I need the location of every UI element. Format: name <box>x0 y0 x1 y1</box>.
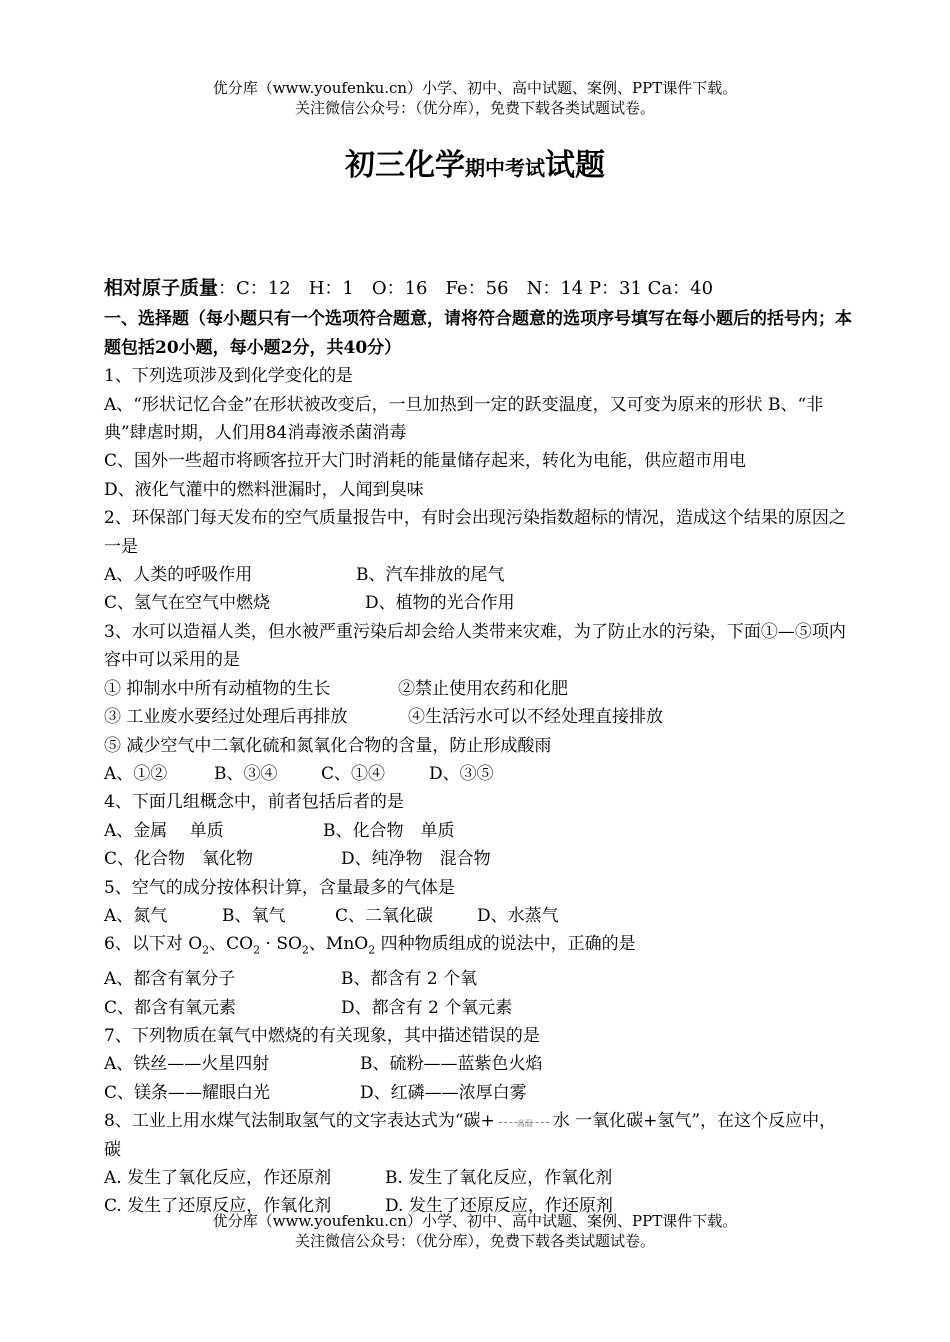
q5-option-b: B、氧气 <box>222 905 286 926</box>
q1-stem: 1、下列选项涉及到化学变化的是 <box>104 366 353 387</box>
q3-option-c: C、①④ <box>321 763 386 784</box>
q4-option-a: A、金属 单质 <box>104 820 224 841</box>
atomic-masses-values: ：C：12 H：1 O：16 Fe：56 N：14 P：31 Ca：40 <box>218 278 714 299</box>
q7-row-1 <box>104 1050 852 1078</box>
title-part-2: 期中考试 <box>465 156 545 180</box>
page-title <box>0 140 950 184</box>
q1-option-c: C、国外一些超市将顾客拉开大门时消耗的能量储存起来，转化为电能，供应超市用电 <box>104 451 747 472</box>
q7-option-b: B、硫粉——蓝紫色火焰 <box>360 1054 543 1075</box>
atomic-masses <box>104 274 852 303</box>
q3-item-4: ④生活污水可以不经处理直接排放 <box>408 707 663 728</box>
q8-option-d: D. 发生了还原反应，作还原剂 <box>385 1196 613 1217</box>
q3-stem: 3、水可以造福人类，但水被严重污染后却会给人类带来灾难，为了防止水的污染，下面①—⑤项内容中可以采用的是 <box>104 621 846 671</box>
footer-line-2: 关注微信公众号：（优分库），免费下载各类试题试卷。 <box>294 1232 655 1250</box>
q3-option-d: D、③⑤ <box>429 763 494 784</box>
q2-row-2 <box>104 589 852 617</box>
section-heading: 一、选择题（每小题只有一个选项符合题意，请将符合题意的选项序号填写在每小题后的括号内；本题包括20小题，每小题2分，共40分） <box>104 309 852 358</box>
q6-so2: · SO <box>260 934 302 955</box>
q6-mno2: 、MnO <box>308 934 369 955</box>
q8-option-c: C. 发生了还原反应，作氧化剂 <box>104 1196 332 1217</box>
q6-stem-pre: 6、以下对 O <box>104 934 203 955</box>
reaction-arrow-label: 高温 <box>516 1118 533 1128</box>
title-part-1: 初三化学 <box>345 148 465 183</box>
q5-option-a: A、氮气 <box>104 905 168 926</box>
q1-option-a-b: A、“形状记忆合金”在形状被改变后，一旦加热到一定的跃变温度，又可变为原来的形状 B、“非典”肆虐时期，人们用84消毒液杀菌消毒 <box>104 394 824 444</box>
q8-option-a: A. 发生了氧化反应，作还原剂 <box>104 1167 332 1188</box>
q8-row-1 <box>104 1164 852 1192</box>
q6-option-d: D、都含有 2 个氧元素 <box>341 997 513 1018</box>
q7-row-2 <box>104 1079 852 1107</box>
footer-line-1: 优分库（www.youfenku.cn）小学、初中、高中试题、案例、PPT课件下载。 <box>212 1212 738 1230</box>
q7-option-c: C、镁条——耀眼白光 <box>104 1082 271 1103</box>
q3-items-row-2 <box>104 703 852 731</box>
q6-row-2 <box>104 994 852 1022</box>
q6-stem-post: 四种物质组成的说法中，正确的是 <box>375 934 636 955</box>
q5-options <box>104 902 852 930</box>
q6-stem <box>104 930 852 965</box>
q6-option-a: A、都含有氧分子 <box>104 969 236 990</box>
q4-stem: 4、下面几组概念中，前者包括后者的是 <box>104 792 404 813</box>
q7-option-d: D、红磷——浓厚白雾 <box>360 1082 527 1103</box>
q2-row-1 <box>104 561 852 589</box>
q5-option-c: C、二氧化碳 <box>335 905 434 926</box>
q1-option-d: D、液化气灌中的燃料泄漏时，人闻到臭味 <box>104 479 424 500</box>
q7-stem: 7、下列物质在氧气中燃烧的有关现象，其中描述错误的是 <box>104 1025 540 1046</box>
q2-option-d: D、植物的光合作用 <box>365 593 515 614</box>
q3-option-a: A、①② <box>104 763 168 784</box>
q6-option-c: C、都含有氧元素 <box>104 997 237 1018</box>
q7-option-a: A、铁丝——火星四射 <box>104 1054 270 1075</box>
q6-row-1 <box>104 965 852 993</box>
reaction-arrow <box>495 1115 553 1129</box>
q8-stem-post: 水 一氧化碳+氢气”，在这个反应中，碳 <box>104 1111 837 1160</box>
q3-item-3: ③ 工业废水要经过处理后再排放 <box>104 707 348 728</box>
title-part-3: 试题 <box>545 148 605 183</box>
header-line-1: 优分库（www.youfenku.cn）小学、初中、高中试题、案例、PPT课件下载。 <box>212 79 738 97</box>
q8-stem-pre: 8、工业上用水煤气法制取氢气的文字表达式为“碳+ <box>104 1111 495 1132</box>
q3-options <box>104 760 852 788</box>
q6-sub-so2: 2 <box>301 943 309 957</box>
q8-option-b: B. 发生了氧化反应，作氧化剂 <box>385 1167 613 1188</box>
q3-item-2: ②禁止使用农药和化肥 <box>398 678 568 699</box>
q3-item-5: ⑤ 减少空气中二氧化硫和氮氧化合物的含量，防止形成酸雨 <box>104 735 552 756</box>
q3-items-row-1 <box>104 675 852 703</box>
header-line-2: 关注微信公众号：（优分库），免费下载各类试题试卷。 <box>294 99 655 117</box>
q4-row-2 <box>104 845 852 873</box>
exam-content <box>104 274 852 1221</box>
q6-co2: 、CO <box>209 934 254 955</box>
q3-item-1: ① 抑制水中所有动植物的生长 <box>104 678 331 699</box>
q5-stem: 5、空气的成分按体积计算，含量最多的气体是 <box>104 877 455 898</box>
q4-row-1 <box>104 817 852 845</box>
q2-stem: 2、环保部门每天发布的空气质量报告中，有时会出现污染指数超标的情况，造成这个结果的原因之一是 <box>104 508 846 557</box>
q2-option-a: A、人类的呼吸作用 <box>104 565 253 586</box>
q4-option-c: C、化合物 氧化物 <box>104 849 254 870</box>
q4-option-d: D、纯净物 混合物 <box>341 849 491 870</box>
q6-sub-co2: 2 <box>253 943 261 957</box>
atomic-masses-label: 相对原子质量 <box>104 277 219 299</box>
q4-option-b: B、化合物 单质 <box>323 820 455 841</box>
q8-stem <box>104 1107 852 1164</box>
q6-sub-o2: 2 <box>202 943 210 957</box>
q2-option-c: C、氢气在空气中燃烧 <box>104 593 271 614</box>
q5-option-d: D、水蒸气 <box>477 905 559 926</box>
q6-option-b: B、都含有 2 个氧 <box>341 969 478 990</box>
q3-option-b: B、③④ <box>214 763 278 784</box>
q6-sub-mno2: 2 <box>368 943 376 957</box>
q2-option-b: B、汽车排放的尾气 <box>356 565 505 586</box>
